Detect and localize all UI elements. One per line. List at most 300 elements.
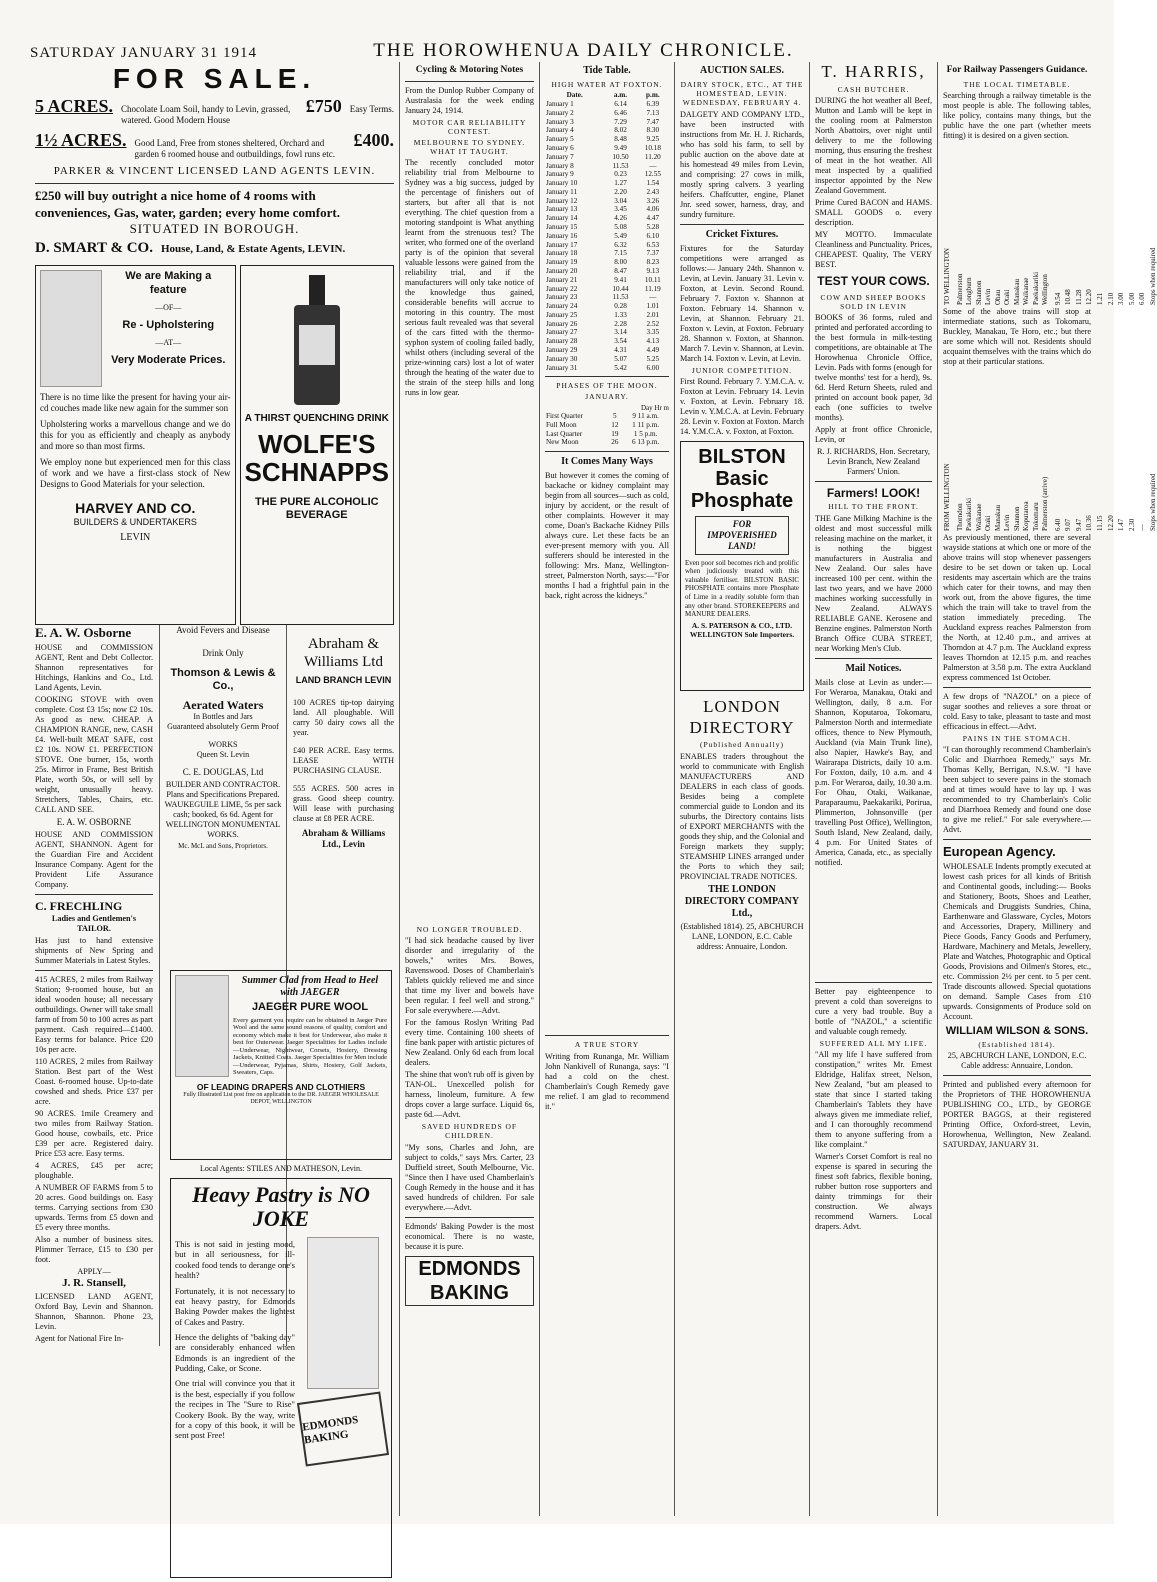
wilson-est: (Established 1814). [978, 1040, 1056, 1050]
smart-text: House, Land, & Estate Agents, LEVIN. [160, 242, 346, 255]
tanol-text: The shine that won't rub off is given by TAN-OL. Unexcelled polish for harness, linoleum, furniture. A few drops cover a large surface. Liquid 6s, paste 6d.—Advt. [405, 1070, 534, 1120]
london-head: LONDON DIRECTORY [689, 696, 795, 737]
tide-row [545, 320, 669, 329]
tide-row [545, 223, 669, 232]
rail-time: 9.54 [1053, 292, 1062, 305]
tide-row [545, 267, 669, 276]
comes-text: But however it comes the coming of backache or kidney complaint may begin from all sources—such as cold, injury by accident, or the result of other complaints. However it may come, Doan's Backache Kidney Pills always cure. Let these facts be an ever-present memory with you. All sufferers should be interested in the following: Mrs. Manz, Wellington-street, Palmerston North, says:—"For months I had a frightful pain in the back, right across the kidneys." [545, 471, 669, 601]
tide-pm: 11.19 [644, 284, 661, 293]
auction-heading: AUCTION SALES. [700, 65, 784, 76]
rail-time: 6.00 [1138, 292, 1147, 305]
tide-date: January 25 [546, 310, 578, 319]
tide-am: 3.54 [614, 337, 627, 346]
rail-station: Levin [1003, 514, 1012, 531]
rail-time: 12.20 [1106, 514, 1115, 531]
saved-text: "My sons, Charles and John, are subject to colds," says Mrs. Carter, 23 Duffield street, South Melbourne, Vic. "Since then I have used Chamberlain's Cough Remedy in the house and it has saved hundreds of children. For sale everywhere.—Advt. [405, 1142, 534, 1212]
farmers-heading: Farmers! LOOK! [826, 485, 921, 500]
edmonds-small-text: Edmonds' Baking Powder is the most economical. There is no waste, because it is pure. [405, 1221, 534, 1251]
osborne-sig-text: HOUSE AND COMMISSION AGENT, SHANNON. Agent for the Guardian Fire and Accident Insurance Company. Agent for the Provident Life Assurance Company. [35, 829, 153, 889]
tide-th-date: Date. [566, 91, 583, 100]
london-company: THE LONDON DIRECTORY COMPANY Ltd., [684, 883, 800, 919]
tide-row [545, 293, 669, 302]
tide-subheading: HIGH WATER AT FOXTON. [551, 80, 663, 90]
rail-time: Stops when required [1148, 247, 1157, 305]
tide-pm: 4.49 [646, 345, 660, 354]
tide-pm: 6.10 [646, 231, 660, 240]
edmonds-small-logo: EDMONDS BAKING [405, 1256, 534, 1307]
drink-only: Drink Only [202, 648, 244, 659]
london-sub: (Published Annually) [700, 740, 784, 750]
wolfes-schnapps-advert [240, 265, 394, 625]
land-2: 110 ACRES, 2 miles from Railway Station. Best part of the West Coast. 6-roomed house. Up-to-date cowshed and sheds. Price £37 per acre. [35, 1056, 153, 1106]
rail-station: Wellington [1041, 273, 1050, 305]
tide-row [545, 311, 669, 320]
ad-1-5-acres [35, 130, 394, 160]
aw-555: 555 ACRES. 500 acres in grass. Good sheep country. Will lease with purchasing clause at £8 PER ACRE. [293, 784, 394, 824]
stansell-agent: Agent for National Fire In- [35, 1333, 124, 1343]
harris-items: Prime Cured BACON and HAMS. SMALL GOODS o. every description. [815, 197, 932, 227]
test-cows-heading: TEST YOUR COWS. [817, 273, 930, 288]
tide-date: January 7 [546, 152, 574, 161]
tide-pm: 7.37 [646, 249, 660, 258]
rail-station: Paekakariki [965, 497, 974, 531]
rail-time: Stops when required [1148, 473, 1157, 531]
tide-pm: 4.06 [646, 205, 660, 214]
builder-text: BUILDER AND CONTRACTOR. Plans and Specifications Prepared. WAUKEGUILE LIME, 5s per sack cash; booked, 6s 6d. Agent for WELLINGTON MONUMENTAL WORKS. [164, 780, 282, 840]
tide-pm: 7.47 [646, 117, 660, 126]
tide-date: January 10 [546, 179, 578, 188]
agent-smart [35, 239, 394, 257]
ad3-line2: SITUATED IN BOROUGH. [129, 220, 300, 236]
tide-am: 2.28 [614, 319, 627, 328]
european-text: WHOLESALE Indents promptly executed at lowest cash prices for all kinds of British and Continental goods, including:— Books and Stationery, Boots, Shoes and Leather, Chemicals and Druggists Sundries, China, Earthenware and Glassware, Cycles, Motors and Accessories, Drapery, Millinery and Piece Goods, Fancy Goods and Perfumery, Hardware, Machinery and Metals, Jewellery, Plate and Watches, Photographic and Optical Goods, Provisions and Oilmen's Stores, etc., etc. Commission 2½ per cent. to 5 per cent. Trade discounts allowed. Special quotations on demand. Sample Cases from £10 upwards. Consignments of Produce sold on Account. [943, 861, 1091, 1021]
tide-pm: 6.39 [646, 100, 660, 109]
tide-row [545, 285, 669, 294]
harvey-sub: BUILDERS & UNDERTAKERS [73, 516, 197, 527]
bottles: In Bottles and Jars [193, 712, 253, 722]
tide-date: January 14 [546, 214, 578, 223]
rail-time: 2.30 [1127, 518, 1136, 531]
ad1-text: Chocolate Loam Soil, handy to Levin, grassed, watered. Good Modern House [121, 104, 291, 126]
edmonds-advert [170, 1178, 392, 1578]
tide-am: 7.15 [614, 249, 627, 258]
tide-row [545, 144, 669, 153]
local-agents: Local Agents: STILES AND MATHESON, Levin. [200, 1164, 362, 1173]
harvey-town: LEVIN [120, 531, 151, 543]
tide-am: 10.44 [612, 284, 629, 293]
rail-station: Manakau [1012, 278, 1021, 305]
column-6 [938, 62, 1157, 1516]
tide-date: January 5 [546, 135, 574, 144]
rail-time: 3.00 [1117, 292, 1126, 305]
bottle-illustration [282, 270, 352, 410]
tide-pm: 10.18 [644, 144, 661, 153]
tide-pm: 2.52 [646, 319, 660, 328]
rail-time: 9.07 [1064, 518, 1073, 531]
tide-row [545, 276, 669, 285]
cow-text: BOOKS of 36 forms, ruled and printed and perforated according to the best formula in milk-testing competitions, are obtainable at The Horowhenua Chronicle Office, Levin. Pads with forms (enough for twelve months' test for a herd), 9s. 6d. Herd Return Sheets, ruled and printed on account book paper, 3d each (one sufficies to twelve months). [815, 312, 932, 422]
gentleman-illustration [175, 975, 229, 1077]
osborne-column [35, 625, 153, 1346]
tide-am: 8.00 [614, 258, 627, 267]
tide-row [545, 162, 669, 171]
tide-am: 6.32 [614, 240, 627, 249]
jaeger-text: Every garment you require can be obtained in Jaeger Pure Wool and the same sound reasons of quality, comfort and economy which make it best for Underwear, also make it best for Outerwear. Jaeger Specialities for Ladies include—Underwear, Nightwear, Corsets, Hosiery, Dressing Jackets, Knitted Coats. Jaeger Specialities for Men include—Underwear, Pyjamas, Shirts, Hosiery, Golf Jackets, Sweaters, Caps. [233, 1016, 387, 1077]
moon-cell: 1 5 p.m. [633, 429, 658, 438]
jaeger-foot: OF LEADING DRAPERS AND CLOTHIERS [196, 1081, 366, 1092]
rail-time: 11.15 [1095, 515, 1104, 531]
true-story-heading: A TRUE STORY [574, 1040, 640, 1050]
wolfe-name: WOLFE'S SCHNAPPS [244, 429, 390, 487]
wolfe-bottom: THE PURE ALCOHOLIC BEVERAGE [254, 495, 379, 522]
tide-pm: — [649, 293, 657, 302]
tide-date: January 23 [546, 293, 578, 302]
column-4 [675, 62, 810, 1516]
bilston-advert [680, 441, 804, 691]
frechling-name: C. FRECHLING [35, 898, 123, 913]
bilston-head: BILSTON Basic Phosphate [690, 445, 794, 512]
tide-date: January 26 [546, 319, 578, 328]
dairy-text: DALGETY AND COMPANY LTD., have been instructed with instructions from Mr. H. J. Richards, who has sold his farm, to sell by public auction on the above date at his homestead 49 miles from Levin, and comprising: 27 cows in milk, mostly spring calvers. 3 yearling heifers. Chaffcutter, engine, Planet Jnr. seed sower, harness, dray, and sundry furniture. [680, 109, 804, 219]
rail-time: 11.28 [1074, 289, 1083, 305]
rail-time: 1.47 [1117, 518, 1126, 531]
tide-row [545, 188, 669, 197]
moon-cell: 12 [611, 420, 619, 429]
tide-row [545, 153, 669, 162]
tide-row [545, 118, 669, 127]
harris-heading: T. HARRIS, [821, 62, 926, 81]
farmers-sub: HILL TO THE FRONT. [828, 502, 919, 512]
tide-row [545, 328, 669, 337]
harvey-p1: There is no time like the present for having your air-cd couches made like new again for the summer son [40, 392, 231, 414]
tide-am: 3.45 [614, 205, 627, 214]
guarantee: Guaranteed absolutely Germ Proof [167, 722, 279, 732]
motor-text: The recently concluded motor reliability trial from Melbourne to Sydney was a big success, judged by the percentage of finishers out of starters, but after all that is not everything. The chief question from a motoring standpoint is What anything learnt from the strenuous test? The writer, who formed one of the overland party is of the opinion that several valuable lessons were gained from the reliability trial, and if the manufacturers will only take notice of the knowledge thus gained, considerable benefits will accrue to motoring in this country. The most serious fault revealed was that several of the cars fitted with the thermo-syphon system of cooling failed badly, whilst others (including several of the prize-winning cars) lost a lot of water through the heating of the water due to the strain of the steep hills and long runs in low gear. [405, 158, 534, 398]
edmonds-tin: EDMONDS BAKING [297, 1392, 389, 1467]
rail-time: 10.48 [1064, 288, 1073, 305]
column-3 [540, 62, 675, 1516]
rail-time: 2.10 [1106, 292, 1115, 305]
tide-date: January 12 [546, 196, 578, 205]
tide-date: January 4 [546, 126, 574, 135]
tide-am: 3.14 [614, 328, 627, 337]
tide-am: 1.27 [614, 179, 627, 188]
rail-station: Ohau [993, 289, 1002, 305]
rail-station: Otaki [1003, 289, 1012, 305]
farmers-text: THE Gane Milking Machine is the oldest and most successful milk releasing machine on the market, it is nothing the biggest manufacturers in Australia and New Zealand. Our sales have increased 100 per cent. within the last two years, and we have 2000 machines working successfully in New Zealand. ALWAYS RELIABLE GANE. Kerosene and Benzine engines. Palmerston North Branch Office CUBA STREET, near Working Men's Club. [815, 513, 932, 653]
roslyn-text: For the famous Roslyn Writing Pad every time. Containing 100 sheets of fine bank paper with artistic pictures of New Zealand. Only 6d each from local dealers. [405, 1018, 534, 1068]
mcl: Mc. McL and Sons, Proprietors. [178, 842, 268, 851]
tide-am: 8.02 [614, 126, 627, 135]
cycling-heading: Cycling & Motoring Notes [415, 65, 524, 75]
moon-cell: 5 [613, 412, 617, 421]
moon-cell: 26 [611, 438, 619, 447]
wilson-name: WILLIAM WILSON & SONS. [945, 1024, 1089, 1037]
rail-time: 5.00 [1127, 292, 1136, 305]
rail-station: Palmerston (arrive) [1041, 476, 1050, 531]
aw-sig: Abraham & Williams Ltd., Levin [301, 828, 386, 850]
tide-pm: 2.43 [646, 187, 660, 196]
rail-note: Some of the above trains will stop at intermediate stations, such as Tokomaru, Buckley, Manakau, Te Horo, etc.; but there are some which will not. Residents should acquaint themselves with the trains which do stop at their particular stations. [943, 306, 1091, 366]
cricket-heading: Cricket Fixtures. [705, 228, 779, 240]
ad-5-acres [35, 96, 394, 126]
tide-am: 4.26 [614, 214, 627, 223]
rail-table-to [943, 145, 1157, 305]
rail-station: Koputaroa [1022, 501, 1031, 531]
tide-date: January 3 [546, 117, 574, 126]
moon-cell: 9 11 a.m. [632, 412, 659, 421]
tide-pm: 9.25 [646, 135, 660, 144]
masthead-title: THE HOROWHENUA DAILY CHRONICLE. [373, 40, 794, 61]
rail-text: Searching through a railway timetable is the most people is able. The following tables, like policy, contains many things, but the public have the one part (whether meets fitting) it is desired on a given section. [943, 90, 1091, 140]
moon-row [545, 412, 669, 421]
tide-am: 8.48 [614, 135, 627, 144]
tide-row [545, 302, 669, 311]
harvey-prices: Very Moderate Prices. [111, 353, 226, 366]
wilson-address: 25, ABCHURCH LANE, LONDON, E.C. Cable address: Annuaire, London. [947, 1051, 1087, 1071]
thomson-name: Thomson & Lewis & Co., [170, 667, 276, 693]
cricket-text: Fixtures for the Saturday competitions were arranged as follows:— January 24th. Shannon v. Levin, at Levin. January 31. Levin v. Foxton, at Levin. Second Round. February 7. Foxton v. Shannon at Foxton. February 14. Shannon v. Levin, at Shannon. February 21. Foxton v. Levin, at Foxton. February 28. Shannon v. Foxton, at Shannon. March 7. Levin v. Shannon, at Levin. March 14. Foxton v. Levin, at Levin. [680, 243, 804, 363]
tide-row [545, 249, 669, 258]
osborne-items: COOKING STOVE with oven complete. Cost £3 15s; now £2 10s. As good as new. CHEAP. A CHAMPION RANGE, new, CASH £4. Well-built MEAT SAFE, cost £2 10s. NOW £1. PERFECTION STOVE. One burner, 15s, worth 25s. Mirror in Frame, Best British Plate, worth 50s, or will sell by weight, unusually heavy. Stretchers, Tables, Chairs, etc. CALL AND SEE. [35, 694, 153, 814]
tide-pm: 4.13 [646, 337, 660, 346]
tide-pm: 4.47 [646, 214, 660, 223]
harvey-p3: We employ none but experienced men for this class of work and we have a first-class stock of New Designs to Good Materials for your selection. [40, 456, 231, 489]
tide-pm: 1.54 [646, 179, 660, 188]
tide-date: January 31 [546, 363, 578, 372]
moon-month: JANUARY. [585, 392, 629, 402]
tide-am: 5.08 [614, 223, 627, 232]
masthead-date: SATURDAY JANUARY 31 1914 [30, 45, 257, 61]
imprint: Printed and published every afternoon for the Proprietors of THE HOROWHENUA PUBLISHING CO., LTD., by GEORGE PORTER BAGGS, at their registered Printing Office, Oxford-street, Levin, Horowhenua, Wellington, New Zealand. SATURDAY, JANUARY 31. [943, 1080, 1091, 1150]
tide-am: 11.53 [612, 161, 629, 170]
pastry-text-2: Fortunately, it is not necessary to eat heavy pastry, for Edmonds Baking Powder makes the lightest of Cakes and Pastry. [175, 1285, 295, 1327]
tide-date: January 1 [546, 100, 574, 109]
rail-time: 10.36 [1085, 514, 1094, 531]
tide-th-pm: p.m. [646, 91, 660, 100]
richards: R. J. RICHARDS, Hon. Secretary, Levin Branch, New Zealand Farmers' Union. [817, 446, 930, 476]
tide-row [545, 109, 669, 118]
tide-date: January 9 [546, 170, 574, 179]
wolfe-top: A THIRST QUENCHING DRINK [244, 413, 389, 425]
harvey-feature: We are Making a feature [125, 270, 212, 296]
bilston-for: FOR IMPOVERISHED LAND! [695, 516, 789, 555]
tide-am: 0.23 [614, 170, 627, 179]
nazol-text: A few drops of "NAZOL" on a piece of sugar soothes and relieves a sore throat or cold. Easy to take, pleasant to taste and most efficacious in effect.—Advt. [943, 691, 1091, 731]
tide-pm: 8.30 [646, 126, 660, 135]
harvey-name: HARVEY AND CO. [75, 499, 196, 516]
ad2-price: £400. [353, 130, 394, 151]
tide-pm: 6.53 [646, 240, 660, 249]
osborne-name: E. A. W. Osborne [35, 625, 132, 641]
tide-row [545, 337, 669, 346]
no-longer-text: "I had sick headache caused by liver disorder and irregularity of the bowels," writes Mrs. Bowes, Ravenswood. Doses of Chamberlain's Tablets quickly relieved me and since that time my liver and bowels have been regular. I feel well and strong." For sale everywhere.—Advt. [405, 936, 534, 1016]
aw-name: Abraham & Williams Ltd [304, 636, 383, 671]
land-1: 415 ACRES, 2 miles from Railway Station; 9-roomed house, but an ideal wooden house; all necessary outbuildings. Owner will take small farm of from 50 to 100 acres as part payment. Cash required—£1400. Easy terms for balance. Price £20 10s per acre. [35, 974, 153, 1054]
rail-station: Waikanae [1022, 277, 1031, 305]
tide-row [545, 364, 669, 373]
cycling-source: From the Dunlop Rubber Company of Australasia for the week ending January 24, 1914. [405, 85, 534, 115]
tide-date: January 24 [546, 302, 578, 311]
tide-am: 5.07 [614, 354, 627, 363]
right-ad-stack [170, 966, 392, 1582]
land-apply: APPLY— [77, 1266, 111, 1276]
tide-date: January 22 [546, 284, 578, 293]
moon-row [545, 430, 669, 439]
jaeger-foot2: Fully Illustrated List post free on application to the DR. JAEGER WHOLESALE DEPOT, WELLINGTON [183, 1091, 379, 1106]
land-5: A NUMBER OF FARMS from 5 to 20 acres. Good buildings on. Easy terms. Carrying sections from £30 upwards. Terms from £5 down and £5 every three months. [35, 1182, 153, 1232]
column-2 [400, 62, 540, 1516]
rail-time: 12.20 [1085, 288, 1094, 305]
frechling-sub: Ladies and Gentlemen's TAILOR. [51, 913, 137, 933]
rail-station: Levin [984, 288, 993, 305]
tide-pm: 11.20 [644, 152, 661, 161]
tide-date: January 18 [546, 249, 578, 258]
pastry-text-3: Hence the delights of "baking day" are considerably enhanced when Edmonds is an ingredient of the Pudding, Cake, or Scone. [175, 1332, 295, 1374]
tide-pm: 1.01 [646, 302, 660, 311]
tide-row [545, 100, 669, 109]
rail-station: Longburn [965, 277, 974, 305]
london-text: ENABLES traders throughout the world to communicate with English MANUFACTURERS AND DEALERS in each class of goods. Besides being a complete commercial guide to London and its suburbs, the Directory contains lists of EXPORT MERCHANTS with the goods they ship, and the Colonial and Foreign markets they supply; STEAMSHIP LINES arranged under the Ports to which they sail; PROVINCIAL TRADE NOTICES. [680, 751, 804, 881]
rail-station: Shannon [974, 280, 983, 305]
moon-heading: PHASES OF THE MOON. [556, 381, 658, 391]
tide-row [545, 258, 669, 267]
tide-am: 5.42 [614, 363, 627, 372]
tide-row [545, 214, 669, 223]
tide-pm: 10.11 [644, 275, 661, 284]
tide-date: January 21 [546, 275, 578, 284]
tide-row [545, 355, 669, 364]
mail-text: Mails close at Levin as under:—For Weraroa, Manakau, Otaki and Wellington, daily, 8 a.m. For Shannon, Koputaroa, Tokomaru, Palmerston North and intermediate offices, thence to New Plymouth, Auckland (via Main Trunk line), also Napier, Hawke's Bay, and Wairarapa Districts, daily 10 a.m. For Foxton, daily, 10 a.m. and 4 p.m. For Weraroa, daily, 10.30 a.m. For Ohau, Otaki, Waikanae, Paraparaumu, Paekakariki, Porirua, Plimmerton, Johnsonville (per travelling Post Office), Wellington, South Island, New Zealand, daily, 4 p.m. For United States of America, Canada, etc., as specially notified. [815, 677, 932, 867]
harvey-at: —AT— [155, 338, 182, 348]
tide-pm: 2.01 [646, 310, 660, 319]
tide-am: 1.33 [614, 310, 627, 319]
moon-row [545, 421, 669, 430]
tide-am: 10.50 [612, 152, 629, 161]
queen-st: Queen St. Levin [196, 749, 250, 759]
aw-branch: LAND BRANCH LEVIN [295, 675, 392, 686]
column-5 [810, 62, 938, 1516]
ad1-price: £750 [305, 96, 342, 117]
comes-heading: It Comes Many Ways [561, 456, 653, 468]
tide-row [545, 170, 669, 179]
moon-th: Day Hr m [641, 403, 669, 412]
for-sale-heading: FOR SALE. [112, 63, 317, 94]
tide-am: 9.41 [614, 275, 627, 284]
ad3-line1: £250 will buy outright a nice home of 4 rooms with conveniences, Gas, water, garden; every home comfort. [35, 188, 340, 220]
no-longer-heading: NO LONGER TROUBLED. [416, 925, 523, 935]
tide-row [545, 197, 669, 206]
rail-station: Palmerston [955, 273, 964, 305]
mail-heading: Mail Notices. [845, 662, 902, 674]
tide-pm: 8.23 [646, 258, 660, 267]
tide-am: 4.31 [614, 345, 627, 354]
masthead [30, 40, 1090, 62]
bilston-text: Even poor soil becomes rich and prolific when judiciously treated with this valuable fertiliser. BILSTON BASIC PHOSPHATE contains more Phosphate of Lime in a readily soluble form than any other brand. STOREKEEPERS and MANURE DEALERS. [685, 558, 799, 619]
tide-pm: 3.26 [646, 196, 660, 205]
tide-date: January 8 [546, 161, 574, 170]
harris-sub: CASH BUTCHER. [837, 84, 910, 94]
tide-row [545, 179, 669, 188]
motor-heading: MOTOR CAR RELIABILITY CONTEST. [412, 117, 527, 136]
tide-row [545, 232, 669, 241]
tide-table [545, 91, 669, 372]
suffered-heading: SUFFERED ALL MY LIFE. [819, 1038, 928, 1048]
agent-parker-vincent: PARKER & VINCENT LICENSED LAND AGENTS LEVIN. [53, 165, 376, 178]
tide-am: 2.20 [614, 187, 627, 196]
rail-time: 9.47 [1074, 518, 1083, 531]
rail-table-from [943, 371, 1157, 531]
tide-pm: 9.13 [646, 266, 660, 275]
ad1-title: 5 ACRES. [35, 96, 114, 117]
tide-am: 8.47 [614, 266, 627, 275]
better-pay: Better pay eighteenpence to prevent a cold than sovereigns to cure a very bad trouble. Buy a bottle of "NAZOL," a scientific and valuable cough remedy. [815, 986, 932, 1036]
moon-cell: 6 13 p.m. [632, 438, 660, 447]
suffered-text: "All my life I have suffered from constipation," writes Mr. Ernest Eldridge, Halifax street, Nelson, New Zealand, "but am pleased to state that since I started taking Chamberlain's Tablets they have always given me immediate relief, and I can thoroughly recommend them to anyone suffering from a like complaint." [815, 1049, 932, 1149]
tide-row [545, 135, 669, 144]
jaeger-pure: JAEGER PURE WOOL [251, 1001, 369, 1014]
tide-row [545, 126, 669, 135]
land-4: 4 ACRES, £45 per acre; ploughable. [35, 1160, 153, 1180]
rail-station: Otaki [984, 515, 993, 531]
cow-books-heading: COW AND SHEEP BOOKS SOLD IN LEVIN [820, 292, 927, 311]
tide-am: 0.28 [614, 302, 627, 311]
tide-pm: 3.35 [646, 328, 660, 337]
tide-pm: 7.13 [646, 108, 660, 117]
douglas: C. E. DOUGLAS, Ltd [182, 767, 264, 778]
tide-date: January 13 [546, 205, 578, 214]
tide-date: January 16 [546, 231, 578, 240]
land-6: Also a number of business sites. Plimmer Terrace, £15 to £30 per foot. [35, 1234, 153, 1264]
rail-station: Shannon [1012, 506, 1021, 531]
harvey-advert [35, 265, 236, 625]
tide-am: 6.46 [614, 108, 627, 117]
tide-am: 6.14 [614, 100, 627, 109]
rail-station: Thorndon [955, 503, 964, 531]
railway-heading: For Railway Passengers Guidance. [946, 65, 1088, 75]
rail-station: Tokomaru [1031, 502, 1040, 531]
tide-am: 3.04 [614, 196, 627, 205]
rail-time: 1.21 [1095, 292, 1104, 305]
tide-th-am: a.m. [613, 91, 628, 100]
harvey-reup: Re - Upholstering [122, 318, 215, 331]
motor-subheading: MELBOURNE TO SYDNEY. WHAT IT TAUGHT. [413, 137, 526, 156]
tide-date: January 6 [546, 144, 574, 153]
tide-pm: 12.55 [644, 170, 661, 179]
true-story-text: Writing from Runanga, Mr. William John Nankivell of Runanga, says: "I had a cold on the chest. Chamberlain's Cough Remedy gave me relief. I am glad to recommend it." [545, 1051, 669, 1111]
tide-am: 9.49 [614, 144, 627, 153]
rail-time: 6.40 [1053, 518, 1062, 531]
harris-text: DURING the hot weather all Beef, Mutton and Lamb will be kept in the cooling room at Palmerston North Abattoirs, over night until delivery to me the following morning, thus ensuring the freshest of meat in the hot weather. All meat inspected by a qualified inspector appointed by the New Zealand Government. [815, 95, 932, 195]
tide-date: January 27 [546, 328, 578, 337]
moon-cell: 1 11 p.m. [632, 420, 660, 429]
tide-am: 11.53 [612, 293, 629, 302]
tide-am: 7.29 [614, 117, 627, 126]
osborne-sig: E. A. W. OSBORNE [56, 816, 132, 827]
tide-date: January 20 [546, 266, 578, 275]
timetable-heading: THE LOCAL TIMETABLE. [963, 79, 1071, 89]
london-address: (Established 1814). 25, ABCHURCH LANE, LONDON, E.C. Cable address: Annuaire, London. [680, 922, 804, 952]
pastry-text-1: This is not said in jesting mood, but in all seriousness, for ill-cooked food tends to derange one's health? [175, 1239, 295, 1281]
moon-row [545, 438, 669, 447]
moon-table [545, 412, 669, 447]
column-1 [30, 62, 400, 1516]
harris-motto: MY MOTTO. Immaculate Cleanliness and Punctuality. Prices, CHEAPEST. Quality, The VERY BEST. [815, 229, 932, 269]
pains-heading: PAINS IN THE STOMACH. [962, 733, 1072, 743]
tide-pm: 5.28 [646, 223, 660, 232]
bilston-agent: A. S. PATERSON & CO., LTD. WELLINGTON Sole Importers. [689, 620, 795, 639]
stansell-name: J. R. Stansell, [62, 1276, 126, 1289]
